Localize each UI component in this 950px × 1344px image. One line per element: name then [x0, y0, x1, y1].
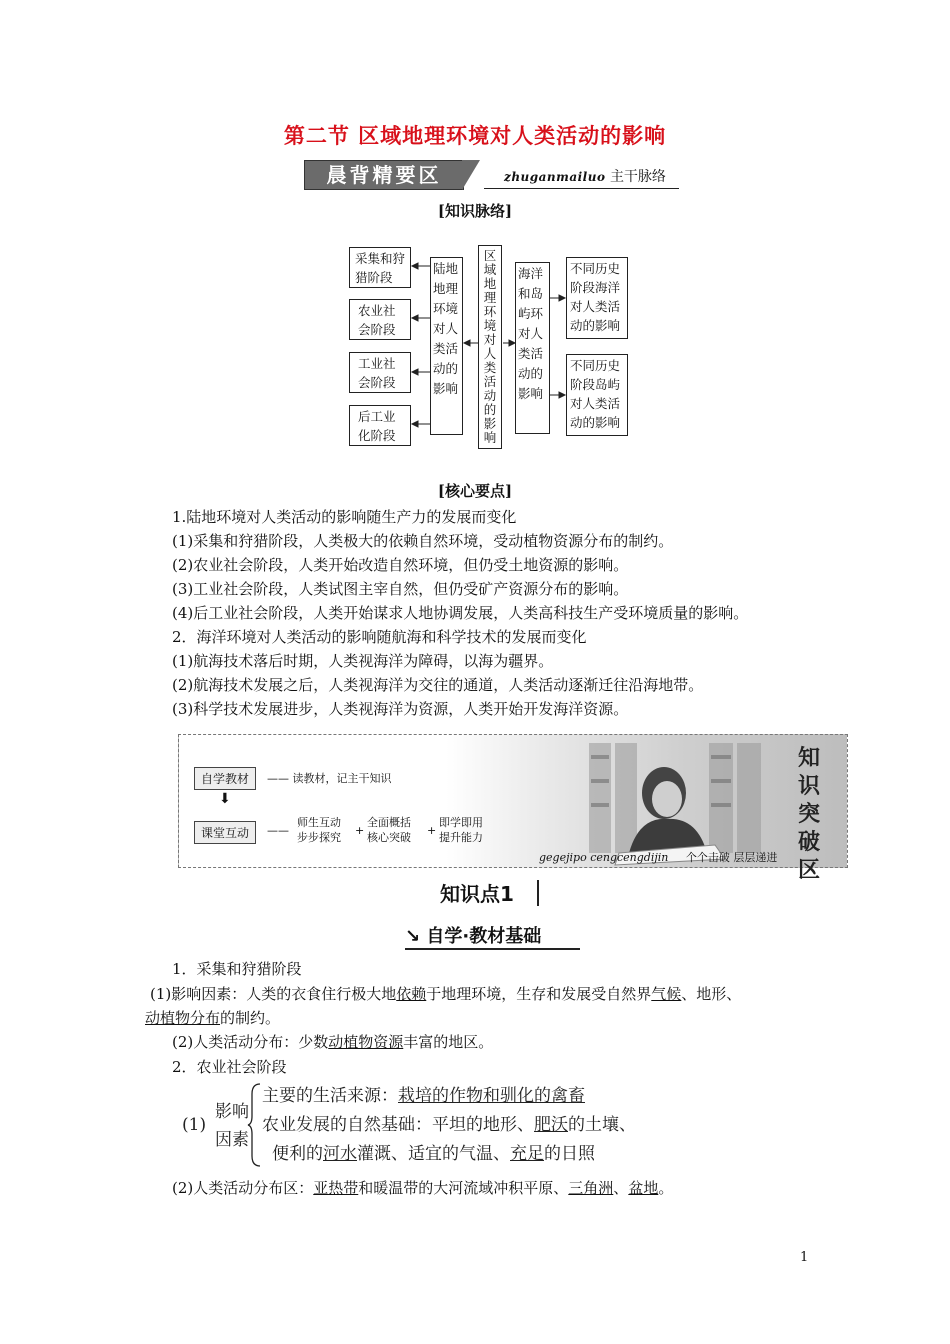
sec1-title: 1．采集和狩猎阶段 — [172, 960, 302, 978]
blank-answer: 动植物分布 — [145, 1009, 221, 1027]
core-point: (4)后工业社会阶段，人类开始谋求人地协调发展，人类高科技生产受环境质量的影响。 — [172, 604, 749, 622]
blank-answer: 依赖 — [396, 985, 427, 1003]
arrow-icon: ↘ — [405, 926, 421, 947]
kp-subtitle — [405, 922, 541, 948]
down-arrow-icon: ⬇ — [219, 791, 231, 807]
sec2-label-num: (1) — [182, 1115, 207, 1135]
core-point: (2)航海技术发展之后，人类视海洋为交往的通道，人类活动逐渐迁往沿海地带。 — [172, 676, 704, 694]
sec2-text: (2)人类活动分布区： — [172, 1179, 314, 1197]
kp-subtitle-text: 自学·教材基础 — [426, 926, 542, 947]
step2-line1: 全面概括 — [367, 816, 411, 829]
sec1-p1 — [150, 982, 840, 1006]
knowledge-diagram — [0, 0, 950, 460]
sec1-p1-text: 的制约。 — [220, 1009, 281, 1027]
sec2-line3 — [272, 1141, 595, 1167]
core-point: 1.陆地环境对人类活动的影响随生产力的发展而变化 — [172, 508, 517, 526]
blank-answer: 三角洲 — [568, 1179, 614, 1197]
sec2-text: 和暖温带的大河流域冲积平原、 — [358, 1179, 569, 1197]
ocean-history-box: 不同历史阶段海洋对人类活动的影响 — [566, 257, 628, 339]
knowledge-heading: [知识脉络] — [437, 202, 513, 220]
panel-side-title: 知识突破区 — [797, 746, 820, 883]
step2-line2: 核心突破 — [367, 831, 411, 844]
banner-text: 主干脉络 — [609, 169, 666, 185]
sec2-text: 灌溉、适宜的气温、 — [357, 1144, 510, 1164]
stage-box-agriculture: 农业社会阶段 — [349, 299, 411, 340]
blank-answer: 亚热带 — [313, 1179, 359, 1197]
blank-answer: 充足 — [510, 1144, 544, 1164]
blank-answer: 栽培的作物和驯化的禽畜 — [398, 1086, 585, 1106]
core-heading: [核心要点] — [437, 482, 513, 500]
core-point: (3)科学技术发展进步，人类视海洋为资源，人类开始开发海洋资源。 — [172, 700, 629, 718]
sec2-label — [215, 1098, 249, 1154]
land-impact-box: 陆地地理环境对人类活动的影响 — [430, 257, 463, 435]
step-interaction — [297, 815, 341, 845]
sec2-text: 的土壤、 — [568, 1115, 636, 1135]
sec1-p1-text: (1)影响因素：人类的衣食住行极大地 — [150, 985, 397, 1003]
blank-answer: 盆地 — [628, 1179, 659, 1197]
sec1-p2-text: (2)人类活动分布：少数 — [172, 1033, 329, 1051]
sec2-title: 2．农业社会阶段 — [172, 1058, 287, 1076]
kp-subtitle-rule — [405, 948, 580, 950]
brace-icon — [247, 1082, 263, 1168]
blank-answer: 河水 — [323, 1144, 357, 1164]
banner-pinyin: zhuganmailuo — [504, 170, 606, 184]
core-point: (2)农业社会阶段，人类开始改造自然环境，但仍受土地资源的影响。 — [172, 556, 629, 574]
kp-title-text: 知识点1 — [440, 882, 514, 906]
stage-box-industrial: 工业社会阶段 — [349, 352, 411, 393]
self-study-desc: —— 读教材，记主干知识 — [267, 772, 392, 785]
plus-icon: + — [427, 824, 437, 837]
sec1-p1-text: 于地理环境，生存和发展受自然界 — [426, 985, 652, 1003]
dash-connector: —— — [267, 824, 289, 837]
kp-title — [440, 878, 514, 907]
stage-box-postindustrial: 后工业化阶段 — [349, 405, 411, 446]
banner-label: 晨背精要区 — [304, 160, 464, 190]
diagram-connectors — [0, 0, 950, 460]
page-title: 第二节 区域地理环境对人类活动的影响 — [283, 123, 667, 148]
knowledge-panel — [178, 734, 848, 883]
core-point: (1)航海技术落后时期，人类视海洋为障碍，以海为疆界。 — [172, 652, 554, 670]
step1-line1: 师生互动 — [297, 816, 341, 829]
core-point: 2．海洋环境对人类活动的影响随航海和科学技术的发展而变化 — [172, 628, 587, 646]
core-point: (3)工业社会阶段，人类试图主宰自然，但仍受矿产资源分布的影响。 — [172, 580, 629, 598]
classroom-label: 课堂互动 — [194, 821, 256, 844]
sec2-text: 主要的生活来源： — [262, 1086, 398, 1106]
blank-answer: 动植物资源 — [328, 1033, 404, 1051]
plus-icon: + — [355, 824, 365, 837]
blank-answer: 肥沃 — [534, 1115, 568, 1135]
sec2-text: 。 — [658, 1179, 674, 1197]
core-point: (1)采集和狩猎阶段，人类极大的依赖自然环境，受动植物资源分布的制约。 — [172, 532, 674, 550]
step1-line2: 步步探究 — [297, 831, 341, 844]
island-history-box: 不同历史阶段岛屿对人类活动的影响 — [566, 354, 628, 436]
ocean-impact-box: 海洋和岛屿环对人类活动的影响 — [515, 262, 550, 434]
center-topic-box: 区域地理环境对人类活动的影响 — [478, 245, 502, 449]
sec1-p2-text: 丰富的地区。 — [403, 1033, 494, 1051]
sec2-p2 — [172, 1176, 673, 1200]
self-study-label: 自学教材 — [194, 767, 256, 790]
page-number: 1 — [800, 1250, 809, 1265]
step3-line1: 即学即用 — [439, 816, 483, 829]
sec2-text: 农业发展的自然基础：平坦的地形、 — [262, 1115, 534, 1135]
sec2-text: 的日照 — [544, 1144, 595, 1164]
sec1-p1-cont — [145, 1006, 280, 1030]
blank-answer: 气候 — [651, 985, 682, 1003]
panel-footer — [539, 849, 777, 865]
sec2-text: 、 — [613, 1179, 629, 1197]
panel-pinyin: gegejipo cengcengdijin — [539, 851, 669, 864]
step-apply — [439, 815, 483, 845]
sec1-p2 — [172, 1030, 493, 1054]
sec2-label-line2: 因素 — [215, 1130, 249, 1150]
sec2-line1 — [262, 1083, 585, 1109]
core-points — [172, 505, 832, 721]
sec2-label-line1: 影响 — [215, 1102, 249, 1122]
stage-box-hunting: 采集和狩猎阶段 — [349, 247, 411, 288]
sec2-line2 — [262, 1112, 636, 1138]
step-summary — [367, 815, 411, 845]
panel-slogan: 个个击破 层层递进 — [685, 851, 778, 864]
sec2-text: 便利的 — [272, 1144, 323, 1164]
step3-line2: 提升能力 — [439, 831, 483, 844]
kp-divider — [537, 880, 539, 906]
sec1-p1-text: 、地形、 — [681, 985, 742, 1003]
